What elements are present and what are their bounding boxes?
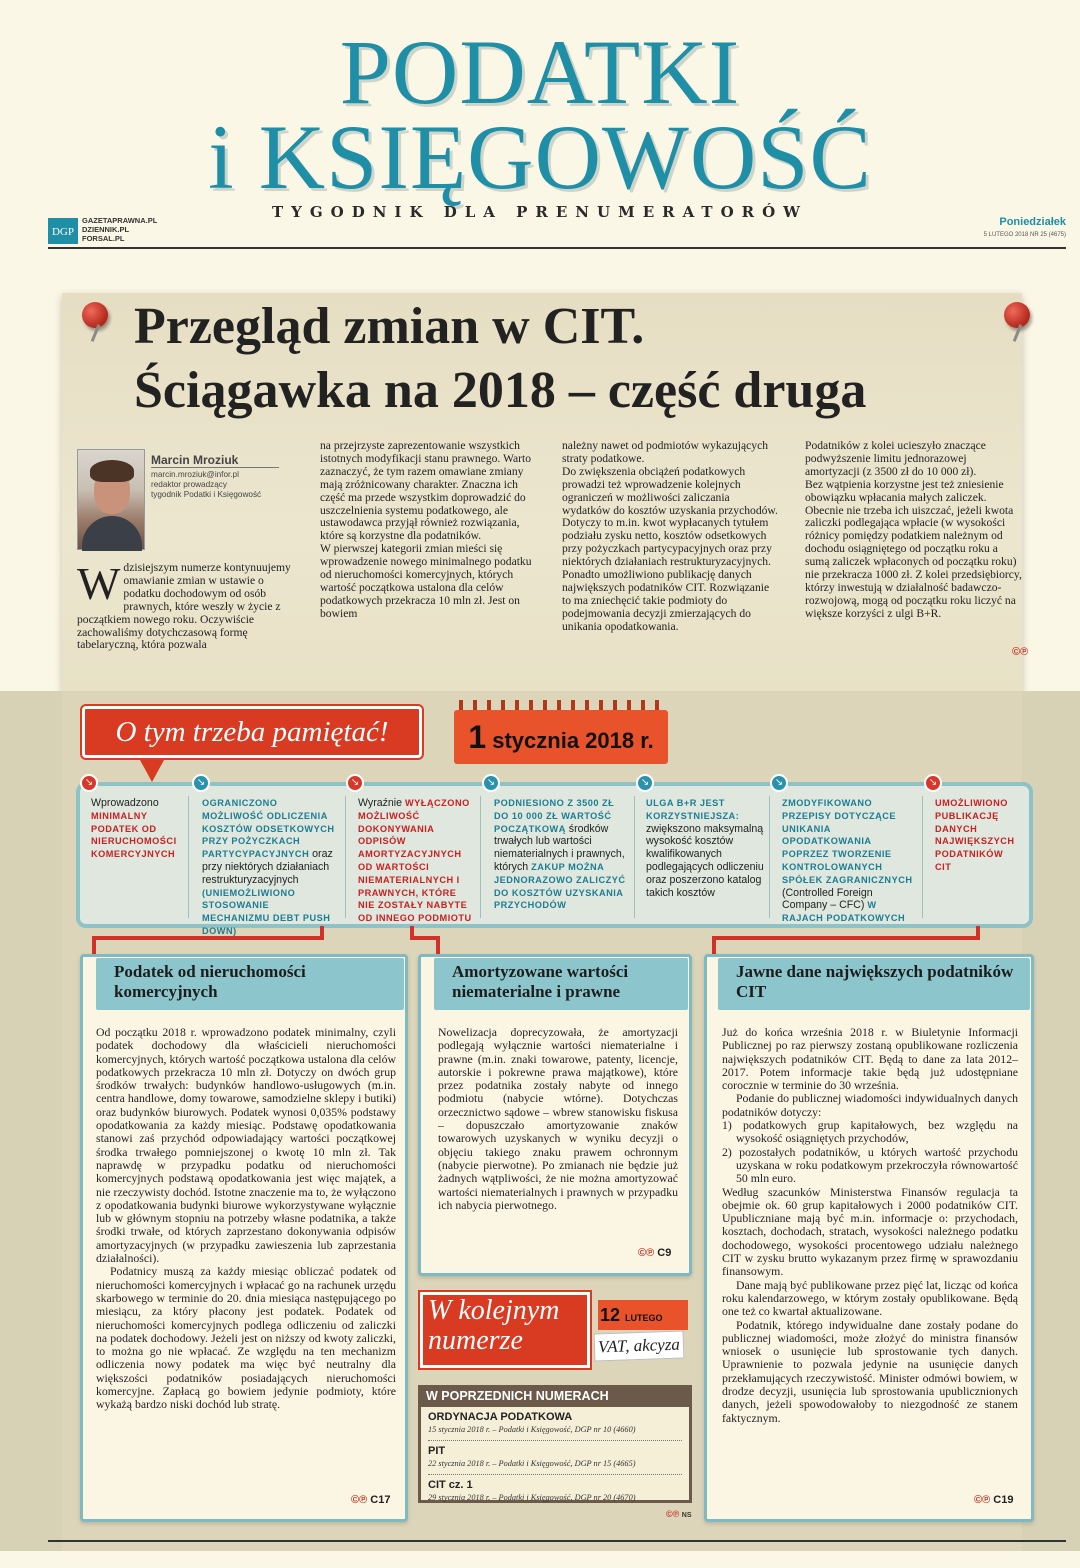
timeline-divider bbox=[345, 796, 346, 918]
site-links bbox=[82, 216, 157, 243]
arrow-down-right-icon: ↘ bbox=[636, 774, 654, 792]
card-body: Już do końca września 2018 r. w Biuletynie Informacji Publicznej po raz pierwszy zostaną opublikowane rozliczenia największych podatników CIT. Będą to dane za lata 2012–2017. Potem informacje takie będą już udostępniane corocznie w terminie do 30 września. Podanie do publicznej wiadomości indywidualnych danych podatników dotyczy: 1) podatkowych grup kapitałowych, bez względu na wysokość osiągniętych przychodów, 2) pozostałych podatników, u których wartość przychodu uzyskana w roku podatkowym przekroczyła równowartość 50 mln euro. Według szacunków Ministerstwa Finansów regulacja ta obejmie ok. 60 grup kapitałowych i 2000 podatników CIT. Upubliczniane mają być m.in. informacje o: przychodach, kosztach, dochodach, stratach, wysokości należnego podatku dochodowego, wysokości procentowego udziału należnego CIT w zysku brutto wykazanym przez firmę w sprawozdaniu finansowym. Dane mają być publikowane przez pięć lat, licząc od końca roku kalendarzowego, w którym zostały opublikowane. Będą one też co kwartał aktualizowane. Podatnik, którego indywidualne dane zostały podane do publicznej wiadomości, może złożyć do ministra finansów wniosek o usunięcie lub sprostowanie tych danych. Uprawnienie to pozwala jedynie na usunięcie danych przekłamujących rzeczywistość. Minister odmówi bowiem, w drodze decyzji, usunięcia lub sprostowania upublicznionych danych, jeżeli spowodowałoby to niezgodność ze stanem faktycznym. bbox=[722, 1025, 1018, 1425]
dgp-logo: DGP bbox=[48, 218, 78, 244]
calendar-month: stycznia 2018 r. bbox=[492, 728, 654, 753]
previous-issues-header: W POPRZEDNICH NUMERACH bbox=[418, 1385, 692, 1407]
timeline-divider bbox=[480, 796, 481, 918]
card-title: Jawne dane największych podatników CIT bbox=[718, 958, 1030, 1010]
lead-text: dzisiejszym numerze kontynuujemy omawianie zmian w ustawie o podatku dochodowym od osób prawnych, które weszły w życie z początkiem nowego roku. Oczywiście zachowaliśmy dotychczasową formę tabelaryczną, która pozwala bbox=[77, 561, 291, 652]
masthead-subtitle: TYGODNIK DLA PRENUMERATORÓW bbox=[271, 203, 809, 221]
connector-line bbox=[92, 936, 324, 940]
site-link[interactable]: DZIENNIK.PL bbox=[82, 225, 130, 234]
issue-number: 5 LUTEGO 2018 NR 25 (4675) bbox=[983, 232, 1066, 238]
timeline-divider bbox=[188, 796, 189, 918]
lead-headline bbox=[134, 295, 1014, 423]
headline-line: Przegląd zmian w CIT. bbox=[134, 298, 645, 355]
issue-day: Poniedziałek bbox=[999, 216, 1066, 228]
author-email[interactable]: marcin.mroziuk@infor.pl bbox=[151, 470, 239, 479]
previous-issue-item[interactable]: CIT cz. 1 29 stycznia 2018 r. – Podatki i Księgowość, DGP nr 20 (4670) bbox=[428, 1479, 636, 1502]
card-title: Amortyzowane wartości niematerialne i prawne bbox=[434, 958, 688, 1010]
connector-line bbox=[320, 926, 324, 940]
arrow-down-right-icon: ↘ bbox=[192, 774, 210, 792]
timeline-divider bbox=[922, 796, 923, 918]
calendar-day: 1 bbox=[468, 719, 487, 755]
footer-rule bbox=[48, 1540, 1066, 1542]
lead-column-1 bbox=[77, 558, 303, 652]
card-title: Podatek od nieruchomości komercyjnych bbox=[96, 958, 404, 1010]
lead-column-4 bbox=[805, 440, 1023, 621]
author-name: Marcin Mroziuk bbox=[151, 453, 239, 467]
copyright-mark: ©℗ C19 bbox=[974, 1494, 1014, 1506]
lead-text: na przejrzyste zaprezentowanie wszystkich istotnych modyfikacji stanu prawnego. Warto zaznaczyć, że tym razem omawiane zmiany mają zróżnicowany charakter. Znaczna ich część ma przede wszystkim doprowadzić do uszczelnienia systemu podatkowego, ale ustawodawca przyjął również rozwiązania, które są korzystne dla podatników. bbox=[320, 439, 532, 543]
lead-text: W pierwszej kategorii zmian mieści się wprowadzenie nowego minimalnego podatku od nieruchomości komercyjnych, których wartość początkowa ustalona dla celów podatkowych przekracza 10 mln zł. Jest on bowiem bbox=[320, 542, 532, 620]
divider bbox=[428, 1440, 682, 1441]
lead-text: Ponadto umożliwiono publikację danych największych podatników CIT. Rozwiązanie to ma zniechęcić takie podmioty do podejmowania decyzji zmierzających do unikania opodatkowania. bbox=[562, 568, 770, 633]
author-divider bbox=[151, 467, 279, 468]
arrow-down-right-icon: ↘ bbox=[482, 774, 500, 792]
next-issue-date: 12 LUTEGO bbox=[600, 1305, 663, 1325]
callout-tail bbox=[140, 760, 164, 782]
arrow-down-right-icon: ↘ bbox=[924, 774, 942, 792]
card-body: Nowelizacja doprecyzowała, że amortyzacji podlegają wyłącznie wartości niematerialne i prawne (m.in. znaki towarowe, patenty, licencje, autorskie i pokrewne prawa majątkowe), które przez podatnika zostały nabyte od innego podmiotu (nabycie wtórne). Dotychczas orzecznictwo sądowe – wbrew stanowisku fiskusa – dopuszczało amortyzowanie znaków towarowych uzyskanych w wyniku decyzji o objęciu takiego znaku prawem ochronnym (nabycie pierwotne). Po zmianach nie będzie już żadnych wątpliwości, że nie można amortyzować wartości niematerialnych i prawnych w przypadku ich nabycia pierwotnego. bbox=[438, 1025, 678, 1212]
author-role: tygodnik Podatki i Księgowość bbox=[151, 490, 262, 499]
connector-line bbox=[712, 936, 980, 940]
masthead-title-line2: i KSIĘGOWOŚĆ bbox=[208, 106, 872, 208]
copyright-mark: ©℗ C17 bbox=[351, 1494, 391, 1506]
timeline-item: Wprowadzono MINIMALNY PODATEK OD NIERUCHOMOŚCI KOMERCYJNYCH bbox=[91, 797, 177, 860]
lead-text: Do zwiększenia obciążeń podatkowych prowadzi też wprowadzenie kolejnych ograniczeń w możliwości zaliczania wydatków do kosztów uzyskania przychodów. Dotyczy to m.in. kwot wypłacanych tytułem podziału zysku netto, kosztów odsetkowych przy pożyczkach partycypacyjnych oraz przy niektórych działaniach restrukturyzacyjnych. bbox=[562, 464, 778, 569]
timeline-item: ZMODYFIKOWANO PRZEPISY DOTYCZĄCE UNIKANIA OPODATKOWANIA POPRZEZ TWORZENIE KONTROLOWANYCH SPÓŁEK ZAGRANICZNYCH (Controlled Foreign Company – CFC) W RAJACH PODATKOWYCH bbox=[782, 798, 913, 924]
headline-line: Ściągawka na 2018 – część druga bbox=[134, 362, 867, 419]
next-issue-label: W kolejnym numerze bbox=[428, 1295, 560, 1356]
masthead-rule bbox=[48, 247, 1066, 249]
author-info bbox=[151, 470, 291, 500]
divider bbox=[428, 1474, 682, 1475]
previous-issue-item[interactable]: ORDYNACJA PODATKOWA 15 stycznia 2018 r. – Podatki i Księgowość, DGP nr 10 (4660) bbox=[428, 1411, 636, 1434]
timeline-item: OGRANICZONO MOŻLIWOŚĆ ODLICZENIA KOSZTÓW ODSETKOWYCH PRZY POŻYCZKACH PARTYCYPACYJNYCH oraz przy niektórych działaniach restrukturyzacyjnych (UNIEMOŻLIWIONO STOSOWANIE MECHANIZMU DEBT PUSH DOWN) bbox=[202, 798, 335, 936]
masthead-title: PODATKI bbox=[339, 21, 741, 123]
site-link[interactable]: FORSAL.PL bbox=[82, 234, 125, 243]
calendar-date bbox=[454, 712, 668, 766]
timeline-divider bbox=[769, 796, 770, 918]
copyright-mark: ©℗ bbox=[1012, 646, 1029, 658]
timeline-divider bbox=[634, 796, 635, 918]
timeline-item: ULGA B+R JEST KORZYSTNIEJSZA: zwiększono maksymalną wysokość kosztów kwalifikowanych podlegających odliczeniu oraz poszerzono katalog takich kosztów bbox=[646, 798, 764, 899]
pushpin-icon bbox=[82, 302, 108, 328]
previous-issue-item[interactable]: PIT 22 stycznia 2018 r. – Podatki i Księgowość, DGP nr 15 (4665) bbox=[428, 1445, 636, 1468]
lead-text: należny nawet od podmiotów wykazujących straty podatkowe. bbox=[562, 439, 769, 465]
lead-column-2 bbox=[320, 440, 538, 621]
drop-cap: W bbox=[77, 558, 121, 609]
card-body: Od początku 2018 r. wprowadzono podatek minimalny, czyli podatek dochodowy dla właścicieli nieruchomości komercyjnych, których wartość początkowa ustalona dla celów podatkowych przekracza 10 mln zł. Dotyczy on dwóch grup środków trwałych: budynków handlowo-usługowych (m.in. centra handlowe, domy towarowe, samodzielne sklepy i butiki) oraz budynków biurowych. Podatek wynosi 0,035% podstawy opodatkowania za każdy miesiąc. Podstawę opodatkowania stanowi zaś przychód odpowiadający wartości początkowej środka trwałego pomniejszonej o kwotę 10 mln zł. Tak naprawdę w przypadku podatku od nieruchomości komercyjnych podstawą opodatkowania jest więc majątek, a nie rzeczywisty dochód. Istotne znaczenie ma to, że wyłączono z opodatkowania budynki biurowe wykorzystywane wyłącznie lub w głównym stopniu na potrzeby własne podatnika, a także środki trwałe, od których zaprzestano dokonywania odpisów amortyzacyjnych (w przypadku zawieszenia lub zaprzestania działalności). Podatnicy muszą za każdy miesiąc obliczać podatek od nieruchomości komercyjnych i wpłacać go na rachunek urzędu skarbowego w terminie do 20. dnia miesiąca następującego po miesiącu, za który płacony jest podatek. Podatek od nieruchomości komercyjnych podlega odliczeniu od zaliczki na podatek dochodowy. Jeżeli jest on niższy od kwoty zaliczki, to można go nie wpłacać. Ze względu na ten mechanizm odliczenia nowy podatek ma więc być neutralny dla większości podatników posiadających nieruchomości komercyjne. Zapłacą go bowiem jedynie podmioty, które wykażą bardzo niski dochód lub stratę. bbox=[96, 1025, 396, 1412]
author-role: redaktor prowadzący bbox=[151, 480, 227, 489]
author-photo bbox=[77, 449, 145, 550]
copyright-mark: ©℗ NS bbox=[666, 1509, 692, 1519]
timeline-item: UMOŻLIWIONO PUBLIKACJĘ DANYCH NAJWIĘKSZYCH PODATNIKÓW CIT bbox=[935, 798, 1015, 872]
timeline-item: PODNIESIONO Z 3500 ZŁ DO 10 000 ZŁ WARTOŚĆ POCZĄTKOWĄ środków trwałych lub wartości niematerialnych i prawnych, których ZAKUP MOŻNA JEDNORAZOWO ZALICZYĆ DO KOSZTÓW UZYSKANIA PRZYCHODÓW bbox=[494, 798, 626, 911]
reminder-callout: O tym trzeba pamiętać! bbox=[115, 716, 389, 748]
lead-text: Podatników z kolei ucieszyło znaczące podwyższenie limitu jednorazowej amortyzacji (z 3500 zł do 10 000 zł). bbox=[805, 439, 986, 478]
copyright-mark: ©℗ C9 bbox=[638, 1247, 672, 1259]
site-link[interactable]: GAZETAPRAWNA.PL bbox=[82, 216, 158, 225]
arrow-down-right-icon: ↘ bbox=[770, 774, 788, 792]
lead-column-3 bbox=[562, 440, 780, 634]
next-issue-topic: VAT, akcyza bbox=[594, 1330, 685, 1361]
arrow-down-right-icon: ↘ bbox=[346, 774, 364, 792]
timeline-item: Wyraźnie WYŁĄCZONO MOŻLIWOŚĆ DOKONYWANIA ODPISÓW AMORTYZACYJNYCH OD WARTOŚCI NIEMATERIALNYCH I PRAWNYCH, KTÓRE NIE ZOSTAŁY NABYTE OD INNEGO PODMIOTU bbox=[358, 797, 472, 924]
lead-text: Bez wątpienia korzystne jest też zniesienie obowiązku wpłacania małych zaliczek. Obecnie nie trzeba ich uiszczać, jeżeli kwota zaliczki podlegająca wpłacie (w wysokości różnicy pomiędzy podatkiem należnym od dochodu osiągniętego od początku roku a sumą zaliczek wpłaconych od początku roku) nie przekracza 1000 zł. Z kolei przedsiębiorcy, którzy inwestują w działalność badawczo-rozwojową, mogą od początku roku liczyć na większe korzyści z ulgi B+R. bbox=[805, 477, 1022, 620]
connector-line bbox=[976, 926, 980, 940]
arrow-down-right-icon: ↘ bbox=[80, 774, 98, 792]
